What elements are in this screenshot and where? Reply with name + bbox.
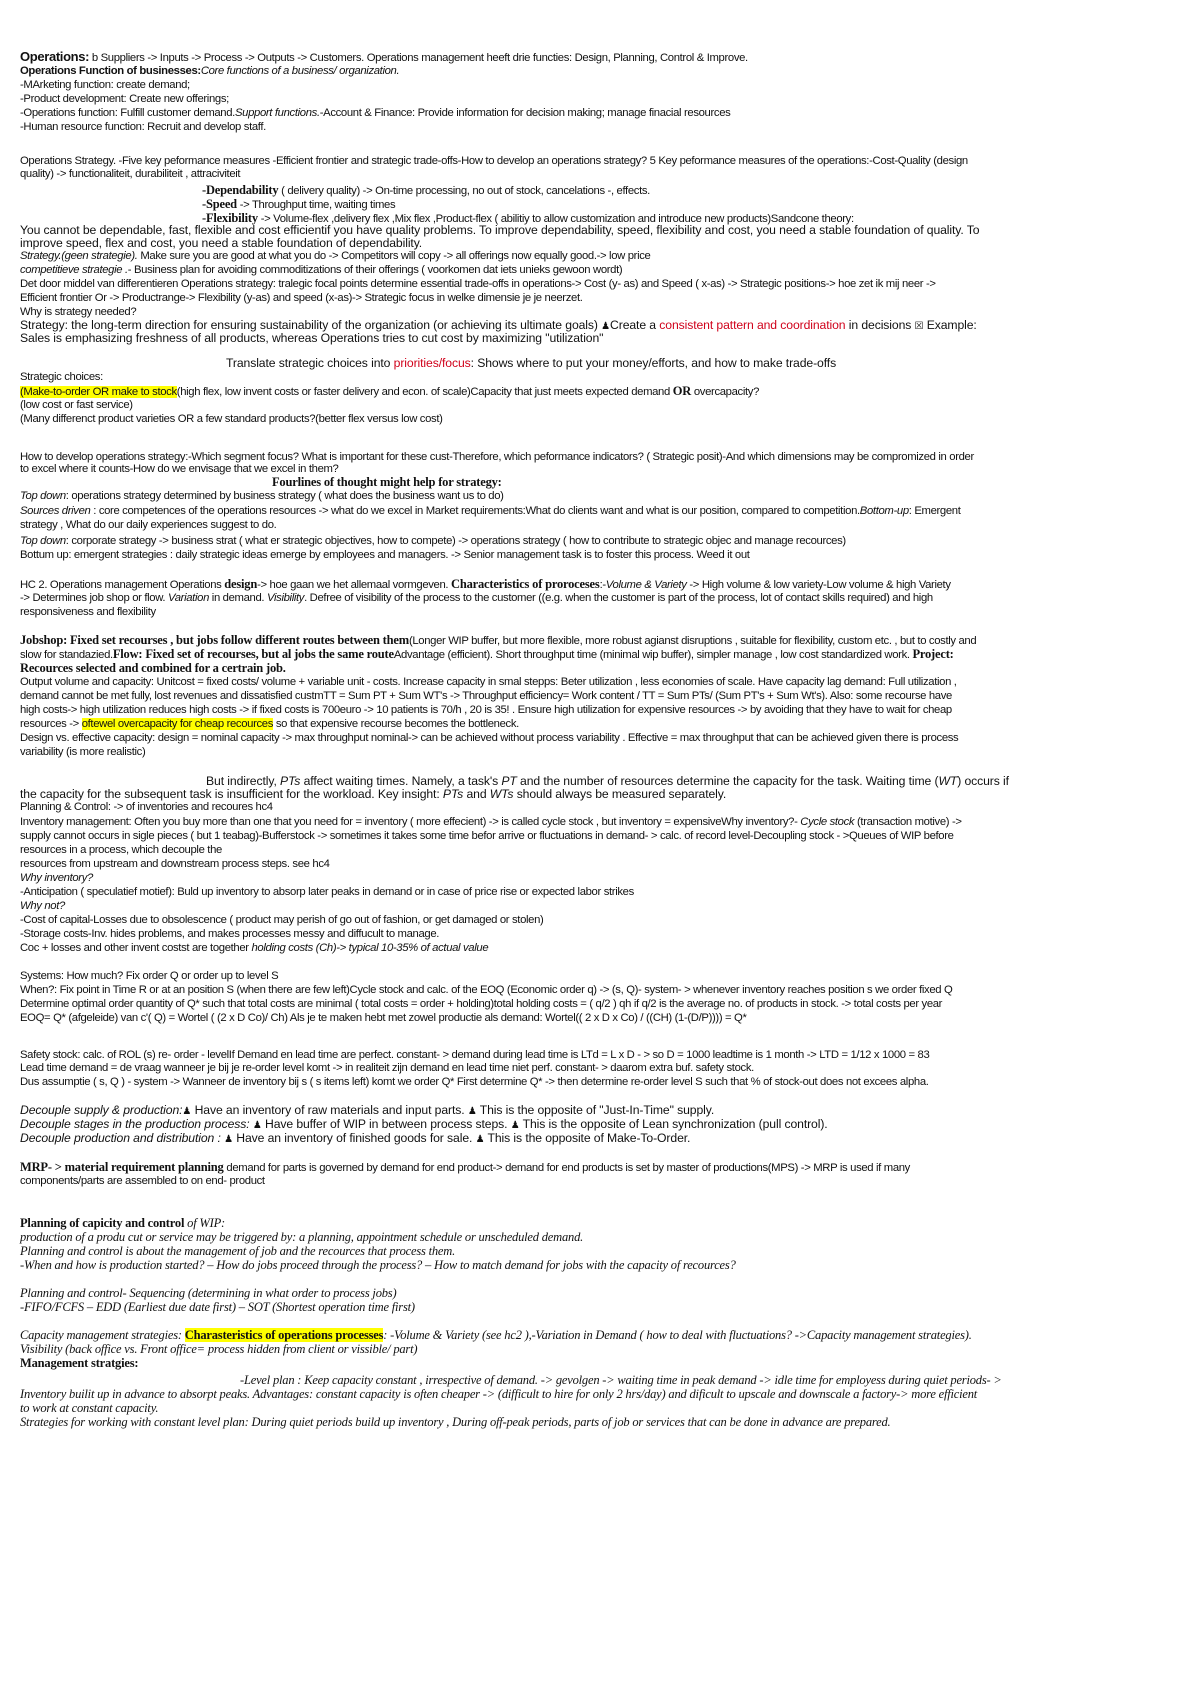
flexibility-line: -Flexibility -> Volume-flex ,delivery flex ,Mix flex ,Product-flex ( abilitiy to allow customization and introduce new products)Sandcone theory:: [202, 211, 854, 225]
pawn-bullet-icon: ♟: [182, 1106, 192, 1117]
highlighted-text: (Make-to-order OR make to stock: [20, 386, 177, 398]
bottom-up-line: Bottum up: emergent strategies : daily strategic ideas emerge by employees and managers. -> Senior management task is to foster this process. Weed it out: [20, 549, 750, 561]
hr-line: -Human resource function: Recruit and develop staff.: [20, 121, 266, 133]
planning-wip-line-1: production of a produ cut or service may be triggered by: a planning, appointment schedule or unscheduled demand.: [20, 1230, 584, 1244]
why-needed-line: Why is strategy needed?: [20, 306, 137, 318]
strategic-choice-2: (low cost or fast service): [20, 399, 133, 411]
level-plan-line-2: Inventory builit up in advance to absorpt peaks. Advantages: constant capacity is often cheaper -> (difficult to hire for only 2 hrs/day) and dificult to upscale and downscale a factory-> more efficient: [20, 1387, 978, 1401]
frontier-line: Efficient frontier Or -> Productrange-> Flexibility (y-as) and speed (x-as)-> Strategic focus in welke dimensie je je neerzet.: [20, 292, 583, 304]
dependability-line: -Dependability ( delivery quality) -> On-time processing, no out of stock, cancelations -, effects.: [202, 183, 650, 197]
level-plan-line-1: -Level plan : Keep capacity constant , irrespective of demand. -> gevolgen -> waiting time in peak demand -> idle time for employess during quiet periods- >: [240, 1373, 1002, 1387]
mrp-line-2: components/parts are assembled to on end- product: [20, 1175, 265, 1187]
planning-control-line: Planning & Control: -> of inventories and recoures hc4: [20, 801, 273, 813]
pawn-bullet-icon: ♟: [601, 321, 611, 332]
pawn-bullet-icon: ♟: [467, 1106, 477, 1117]
project-line: Recources selected and combined for a certrain job.: [20, 661, 286, 675]
strategy-line-1: Operations Strategy. -Five key peformance measures -Efficient frontier and strategic trade-offs-How to develop an operations strategy? 5 Key peformance measures of the operations:-Cost-Quality (design: [20, 155, 968, 167]
topdown-2-line: Top down: corporate strategy -> business strat ( what er strategic objectives, how to compete) -> operations strategy ( how to contribute to strategic objec and manage recources): [20, 535, 846, 547]
competitive-strategy-line: competitieve strategie .- Business plan for avoiding commoditizations of their offerings ( voorkomen dat iets unieks gewoon wordt): [20, 264, 623, 276]
operations-line: Operations: b Suppliers -> Inputs -> Process -> Outputs -> Customers. Operations management heeft drie functies: Design, Planning, Control & Improve.: [20, 49, 748, 64]
planning-wip-heading: Planning of capicity and control of WIP:: [20, 1216, 225, 1230]
hc2-line-2: -> Determines job shop or flow. Variation in demand. Visibility. Defree of visibility of the process to the customer ((e.g. when the customer is part of the process, lot of contact skills required) and high: [20, 592, 933, 604]
strategy-example-line: Sales is emphasizing freshness of all products, whereas Operations tries to cut cost by maximizing "utilization": [20, 331, 604, 345]
management-strategies-heading: Management stratgies:: [20, 1356, 139, 1370]
safety-line-2: Lead time demand = de vraag wanneer je bij je re-order level komt -> in realiteit zijn demand en lead time niet perf. constant- > daarom extra buf. safety stock.: [20, 1062, 754, 1074]
decouple-line-2: Decouple stages in the production process: ♟ Have buffer of WIP in between process steps. ♟ This is the opposite of Lean synchronization (pull control).: [20, 1117, 828, 1131]
jobshop-line-2: slow for standazied.Flow: Fixed set of recourses, but al jobs the same routeAdvantage (efficient). Short throughput time (minimal wip buffer), simpler manage , low cost standardized work. Project:: [20, 647, 954, 661]
storage-line: -Storage costs-Inv. hides problems, and makes processes messy and diffucult to manage.: [20, 928, 440, 940]
visibility-line: Visibility (back office vs. Front office= process hidden from client or vissible/ part): [20, 1342, 418, 1356]
decouple-line-3: Decouple production and distribution : ♟ Have an inventory of finished goods for sale. ♟ This is the opposite of Make-To-Order.: [20, 1131, 691, 1145]
output-line-3: high costs-> high utilization reduces high costs -> if fixed costs is 700euro -> 10 patients is 70/h , 20 is 35! . Ensure high utilization for expensive resources -> by avoiding that they have to wait for cheap: [20, 704, 952, 716]
output-line-1: Output volume and capacity: Unitcost = fixed costs/ volume + variable unit - costs. Increase capacity in smal stepps: Beter utilization , less economies of scale. Have capacity lag demand: Full utilization ,: [20, 676, 957, 688]
inventory-line-1: Inventory management: Often you buy more than one that you need for = inventory ( more effecient) -> is called cycle stock , but inventory = expensiveWhy inventory?- Cycle stock (transaction motive) ->: [20, 816, 962, 828]
speed-line: -Speed -> Throughput time, waiting times: [202, 197, 396, 211]
sources-driven-line: Sources driven : core competences of the operations resources -> what do we excel in Market requirements:What do clients want and what is our position, compared to competition.Bottom-up: Emergent: [20, 505, 961, 517]
strategy-line-2: quality) -> functionaliteit, durabiliteit , attraciviteit: [20, 168, 241, 180]
sequencing-line: Planning and control- Sequencing (determining in what order to process jobs): [20, 1286, 397, 1300]
translate-line: Translate strategic choices into priorities/focus: Shows where to put your money/efforts, and how to make trade-offs: [226, 356, 837, 370]
safety-line-1: Safety stock: calc. of ROL (s) re- order - levelIf Demand en lead time are perfect. constant- > demand during lead time is LTd = L x D - > so D = 1000 leadtime is 1 month -> LTD = 1/12 x 1000 = 83: [20, 1049, 930, 1061]
strategic-choice-1: (Make-to-order OR make to stock(high flex, low invent costs or faster delivery and econ. of scale)Capacity that just meets expected demand OR overcapacity?: [20, 384, 760, 398]
hc2-line-3: responsiveness and flexibility: [20, 606, 156, 618]
sequencing-rules-line: -FIFO/FCFS – EDD (Earliest due date first) – SOT (Shortest operation time first): [20, 1300, 415, 1314]
marketing-line: -MArketing function: create demand;: [20, 79, 190, 91]
pawn-bullet-icon: ♟: [510, 1120, 520, 1131]
level-plan-line-3: to work at constant capacity.: [20, 1401, 159, 1415]
why-inventory-line: Why inventory?: [20, 872, 93, 884]
indirect-line-2: the capacity for the subsequent task is insufficient for the workload. Key insight: PTs and WTs should always be measured separately.: [20, 787, 727, 801]
fourlines-heading: Fourlines of thought might help for strategy:: [272, 475, 502, 489]
product-dev-line: -Product development: Create new offerings;: [20, 93, 229, 105]
indirect-line-1: But indirectly, PTs affect waiting times. Namely, a task's PT and the number of resources determine the capacity for the task. Waiting time (WT) occurs if: [206, 774, 1009, 788]
pawn-bullet-icon: ♟: [224, 1134, 233, 1145]
develop-line-1: How to develop operations strategy:-Which segment focus? What is important for these cust-Therefore, which peformance indicators? ( Strategic posit)-And which dimensions may be compromized in order: [20, 451, 974, 463]
jobshop-line-1: Jobshop: Fixed set recourses , but jobs follow different routes between them(Longer WIP buffer, but more flexible, more robust agianst disruptions , suitable for flexibility, custom etc. , but to costly and: [20, 633, 977, 647]
sources-driven-line-2: strategy , What do our daily experiences suggest to do.: [20, 519, 277, 531]
holding-cost-line: Coc + losses and other invent costst are together holding costs (Ch)-> typical 10-35% of actual value: [20, 942, 489, 954]
why-not-line: Why not?: [20, 900, 65, 912]
ops-function-line: -Operations function: Fulfill customer demand.Support functions.-Account & Finance: Provide information for decision making; manage finacial resources: [20, 107, 731, 119]
topdown-line: Top down: operations strategy determined by business strategy ( what does the business want us to do): [20, 490, 504, 502]
strategy-definition-line: Strategy: the long-term direction for ensuring sustainability of the organization (or achieving its ultimate goals) ♟Create a consistent pattern and coordination in decisions ☒ Example:: [20, 318, 977, 332]
planning-wip-line-2: Planning and control is about the management of job and the recources that process them.: [20, 1244, 456, 1258]
strategic-choices-title: Strategic choices:: [20, 371, 103, 383]
hc2-line-1: HC 2. Operations management Operations design-> hoe gaan we het allemaal vormgeven. Characteristics of proroceses:-Volume & Variety -> High volume & low variety-Low volume & high Variety: [20, 577, 951, 591]
eoq-line: EOQ= Q* (afgeleide) van c'( Q) = Wortel ( (2 x D Co)/ Ch) Als je te maken hebt met zowel productie als demand: Wortel(( 2 x D x Co) / ((CH) (1-(D/P)))) = Q*: [20, 1012, 747, 1024]
safety-line-3: Dus assumptie ( s, Q ) - system -> Wanneer de inventory bij s ( s items left) komt we order Q* First determine Q* -> then determine re-order level S such that % of stock-out does not excees alpha.: [20, 1076, 929, 1088]
cost-capital-line: -Cost of capital-Losses due to obsolescence ( product may perish of go out of fashion, or get damaged or stolen): [20, 914, 544, 926]
decouple-line-1: Decouple supply & production:♟ Have an inventory of raw materials and input parts. ♟ This is the opposite of "Just-In-Time" supply.: [20, 1103, 715, 1117]
design-capacity-line-2: variability (is more realistic): [20, 746, 146, 758]
highlighted-text: Charasteristics of operations processes: [184, 1328, 384, 1342]
inventory-line-2: supply cannot occurs in sigle pieces ( but 1 teabag)-Bufferstock -> sometimes it takes some time befor arrive or fluctuations in demand- > calc. of record level-Decoupling stock - >Queues of WIP before: [20, 830, 954, 842]
strategic-choice-3: (Many differenct product varieties OR a few standard products?(better flex versus low cost): [20, 413, 443, 425]
output-line-4: resources -> oftewel overcapacity for cheap recources so that expensive recourse becomes the bottleneck.: [20, 718, 519, 730]
inventory-line-3: resources in a process, which decouple the: [20, 844, 222, 856]
systems-line-3: Determine optimal order quantity of Q* such that total costs are minimal ( total costs = order + holding)total holding costs = ( q/2 ) qh if q/2 is the average no. of products in stock. -> total costs per year: [20, 998, 943, 1010]
level-plan-line-4: Strategies for working with constant level plan: During quiet periods build up inventory , During off-peak periods, parts of job or services that can be done in advance are prepared.: [20, 1415, 891, 1429]
sandcone-line-1: You cannot be dependable, fast, flexible and cost efficientif you have quality problems. To improve dependability, speed, flexibility and cost, you need a stable foundation of quality. To: [20, 223, 980, 237]
no-strategy-line: Strategy.(geen strategie). Make sure you are good at what you do -> Competitors will copy -> all offerings now equally good.-> low price: [20, 250, 651, 262]
capacity-line-1: Capacity management strategies: Charasteristics of operations processes: -Volume & Variety (see hc2 ),-Variation in Demand ( how to deal with fluctuations? ->Capacity management strategies).: [20, 1328, 972, 1342]
differentiation-line: Det door middel van differentieren Operations strategy: tralegic focal points determine essential trade-offs in operations-> Cost (y- as) and Speed ( x-as) -> Strategic positions-> hoe zet ik mij neer ->: [20, 278, 936, 290]
sandcone-line-2: improve speed, flex and cost, you need a stable foundation of dependability.: [20, 236, 423, 250]
mrp-line-1: MRP- > material requirement planning demand for parts is governed by demand for end product-> demand for end products is set by master of productions(MPS) -> MRP is used if many: [20, 1160, 910, 1174]
functions-heading: Operations Function of businesses:Core functions of a business/ organization.: [20, 65, 400, 77]
output-line-2: demand cannot be met fully, lost revenues and dissatisfied custmTT = Sum PT + Sum WT's -> Throughput efficiency= Work content / TT = Sum PTs/ (Sum PT's + Sum Wt's). Also: some recourse have: [20, 690, 952, 702]
anticipation-line: -Anticipation ( speculatief motief): Buld up inventory to absorp later peaks in demand or in case of price rise or expected labor strikes: [20, 886, 634, 898]
pawn-bullet-icon: ♟: [252, 1120, 262, 1131]
pawn-bullet-icon: ♟: [475, 1134, 485, 1145]
systems-line-1: Systems: How much? Fix order Q or order up to level S: [20, 970, 279, 982]
boxed-x-icon: ☒: [914, 321, 924, 332]
inventory-line-4: resources from upstream and downstream process steps. see hc4: [20, 858, 330, 870]
systems-line-2: When?: Fix point in Time R or at an position S (when there are few left)Cycle stock and calc. of the EOQ (Economic order q) -> (s, Q)- system- > whenever inventory reaches position s we order fixed Q: [20, 984, 953, 996]
highlighted-text: oftewel overcapacity for cheap recources: [81, 718, 274, 730]
develop-line-2: to excel where it counts-How do we envisage that we excel in them?: [20, 463, 339, 475]
design-capacity-line-1: Design vs. effective capacity: design = nominal capacity -> max throughput nominal-> can be achieved without process variability . Effective = max throughput that can be achieved given there is process: [20, 732, 959, 744]
operations-title: Operations:: [20, 49, 90, 64]
planning-wip-line-3: -When and how is production started? – How do jobs proceed through the process? – How to match demand for jobs with the capacity of recources?: [20, 1258, 736, 1272]
